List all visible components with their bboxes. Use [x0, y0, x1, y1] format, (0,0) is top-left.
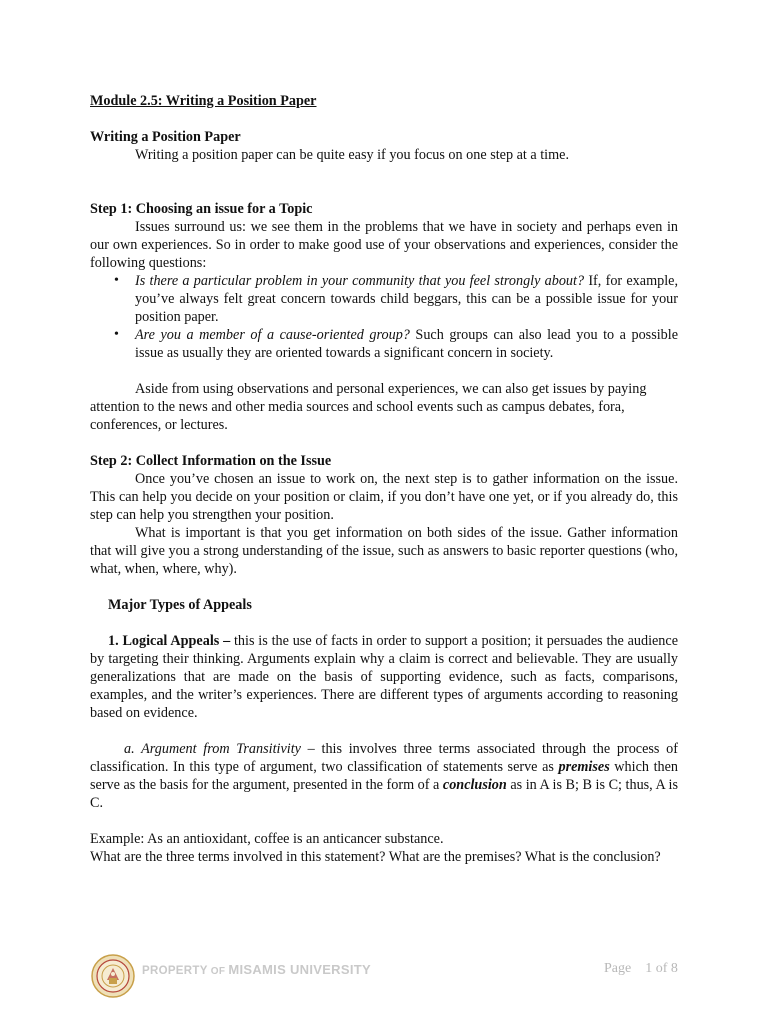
document-body — [90, 92, 678, 866]
bullet-icon: • — [114, 273, 119, 288]
logical-appeals-text: this is the use of facts in order to support a position; it persuades the audience by targeting their thinking. Arguments explain why a claim is correct and believable. They are usually generalizations that are made on the basis of supporting evidence, such as facts, comparisons, examples, and the writer’s experiences. There are different types of arguments according to reasoning based on evidence. — [90, 633, 678, 721]
transitivity-label: a. Argument from Transitivity — [124, 741, 301, 757]
step2-heading: Step 2: Collect Information on the Issue — [90, 453, 332, 469]
step2-paragraph-1: Once you’ve chosen an issue to work on, the next step is to gather information on the issue. This can help you decide on your position or claim, if you don’t have one yet, or if you already do, this step can help you strengthen your position. — [90, 471, 678, 523]
transitivity-text-2: which then serve as the basis for the argument, presented in the form of a — [90, 759, 678, 793]
appeals-heading: Major Types of Appeals — [108, 597, 252, 613]
page-word: Page — [604, 961, 632, 976]
premises-word: premises — [558, 759, 610, 775]
transitivity-text-3: as in A is B; B is C; thus, A is C. — [90, 777, 678, 811]
page-of: 1 of 8 — [645, 961, 678, 976]
conclusion-word: conclusion — [442, 777, 507, 793]
step2-paragraph-2: What is important is that you get information on both sides of the issue. Gather information that will give you a strong understanding of the issue, such as answers to basic reporter questions (who, what, when, where, why). — [90, 525, 678, 577]
list-item — [114, 326, 678, 362]
module-title: Module 2.5: Writing a Position Paper — [90, 93, 317, 109]
example-line: Example: As an antioxidant, coffee is an anticancer substance. — [90, 831, 444, 847]
footer-property: PROPERTY — [142, 965, 208, 977]
bullet-icon: • — [114, 327, 119, 342]
question-text: Such groups can also lead you to a possible issue as usually they are oriented towards a significant concern in society. — [135, 327, 678, 361]
page-number — [604, 961, 678, 977]
question-list — [90, 272, 678, 362]
intro-paragraph: Writing a position paper can be quite easy if you focus on one step at a time. — [135, 147, 569, 163]
university-seal-icon — [91, 954, 135, 998]
logical-appeals-paragraph — [90, 632, 678, 722]
question-italic: Is there a particular problem in your community that you feel strongly about? — [135, 273, 585, 289]
footer-of: OF — [207, 966, 229, 977]
footer-university: MISAMIS UNIVERSITY — [228, 962, 371, 977]
step1-paragraph: Issues surround us: we see them in the problems that we have in society and perhaps even in our own experiences. So in order to make good use of your observations and experiences, consider the following questions: — [90, 219, 678, 271]
questions-paragraph: What are the three terms involved in this statement? What are the premises? What is the conclusion? — [90, 849, 661, 865]
transitivity-paragraph — [90, 740, 678, 812]
intro-heading: Writing a Position Paper — [90, 129, 241, 145]
step1-heading: Step 1: Choosing an issue for a Topic — [90, 201, 313, 217]
logical-appeals-label: 1. Logical Appeals – — [108, 633, 231, 649]
footer-brand — [142, 962, 371, 977]
list-item — [114, 272, 678, 326]
question-text: If, for example, you’ve always felt great concern towards child beggars, this can be a possible issue for your position paper. — [135, 273, 678, 325]
page-footer — [0, 948, 768, 998]
aside-paragraph: Aside from using observations and personal experiences, we can also get issues by paying attention to the news and other media sources and school events such as campus debates, fora, conferences, or lectures. — [90, 381, 647, 433]
question-italic: Are you a member of a cause-oriented group? — [135, 327, 410, 343]
transitivity-text-1: – this involves three terms associated through the process of classification. In this type of argument, two classification of statements serve as — [90, 741, 678, 775]
